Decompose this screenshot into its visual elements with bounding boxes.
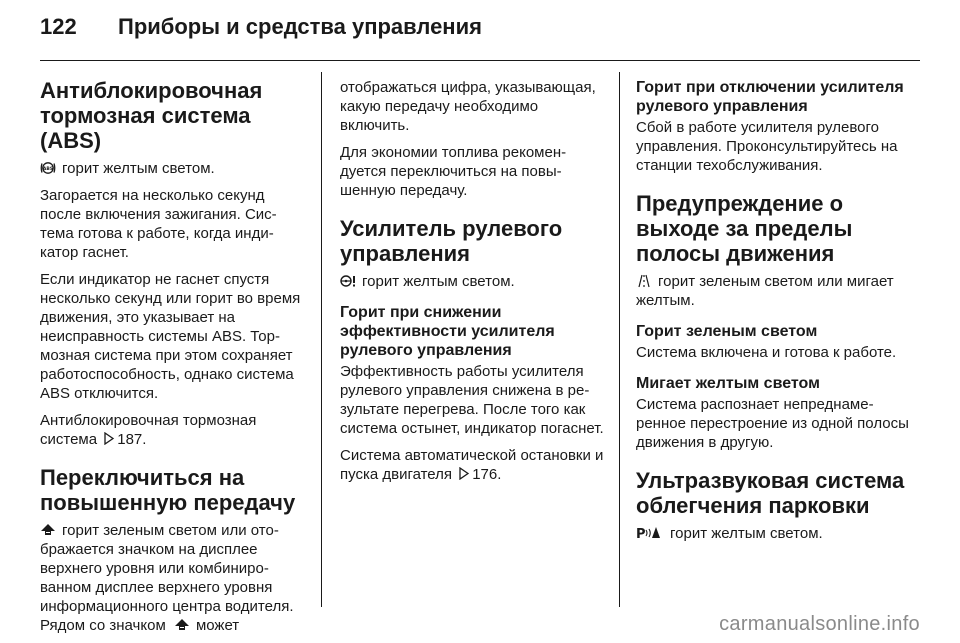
lane-departure-icon — [636, 274, 652, 288]
column-1 — [40, 78, 302, 643]
steering-off-text: Сбой в работе усилителя рулевого управления. Проконсультируйтесь на станции техобслуживания. — [636, 119, 898, 174]
heading-green-light: Горит зеленым светом — [636, 323, 818, 340]
svg-text:P: P — [636, 527, 646, 540]
power-steering-warning-icon — [340, 274, 356, 288]
heading-yellow-flashing: Мигает желтым светом — [636, 375, 820, 392]
abs-paragraph-1: Загорается на несколько секунд после включения зажигания. Система готова к работе, когда индикатор гаснет. — [40, 187, 277, 261]
abs-warning-icon — [40, 161, 56, 175]
column-3 — [636, 78, 914, 551]
yellow-flashing-text: Система распознает непреднамеренное перестроение из одной полосы движения в другую. — [636, 396, 909, 451]
heading-reduced-effectiveness: Горит при снижении эффективности усилителя рулевого управления — [340, 304, 555, 359]
heading-steering-off: Горит при отключении усилителя рулевого управления — [636, 79, 904, 115]
heading-power-steering: Усилитель рулевого управления — [340, 216, 563, 266]
abs-page-link[interactable]: 187. — [117, 431, 147, 448]
column-2 — [340, 78, 605, 492]
upshift-text: горит зеленым светом или отображается значком на дисплее верхнего уровня или комбинированном дисплее верхнего уровня информационного центра водителя. Рядом со значком — [40, 522, 294, 634]
abs-status-text: горит желтым светом. — [62, 160, 215, 177]
watermark: carmanualsonline.info — [719, 613, 920, 635]
abs-reference-text: Антиблокировочная тормозная система — [40, 412, 257, 448]
page-reference-arrow-icon — [103, 432, 115, 445]
green-light-text: Система включена и готова к работе. — [636, 344, 897, 361]
upshift-indicator-icon — [40, 523, 56, 537]
heading-lane-departure: Предупреждение о выходе за пределы полосы движения — [636, 191, 853, 266]
parking-assist-status-text: горит желтым светом. — [670, 525, 823, 542]
start-stop-reference-text: Система автоматической остановки и пуска двигателя — [340, 447, 604, 483]
upshift-indicator-icon — [174, 618, 190, 632]
lane-departure-status-text: горит зеленым светом или мигает желтым. — [636, 273, 894, 309]
heading-parking-assist: Ультразвуковая система облегчения парковки — [636, 468, 905, 518]
page-reference-arrow-icon — [458, 467, 470, 480]
reduced-effectiveness-text: Эффективность работы усилителя рулевого управления снижена в результате перегрева. После того как система остынет, индикатор погаснет. — [340, 363, 604, 437]
header-rule — [40, 60, 920, 61]
upshift-economy: Для экономии топлива рекомендуется переключиться на повышенную передачу. — [340, 144, 567, 199]
upshift-text-end: может — [195, 617, 240, 634]
start-stop-page-link[interactable]: 176. — [472, 466, 502, 483]
upshift-continued: отображаться цифра, указывающая, какую передачу необходимо включить. — [340, 79, 596, 134]
power-steering-status-text: горит желтым светом. — [362, 273, 515, 290]
svg-text:ABS: ABS — [42, 167, 54, 172]
chapter-title: Приборы и средства управления — [118, 14, 482, 39]
parking-assist-icon — [636, 526, 664, 540]
heading-abs: Антиблокировочная тормозная система (ABS) — [40, 78, 263, 153]
column-divider — [321, 72, 322, 607]
heading-upshift: Переключиться на повышенную передачу — [40, 465, 296, 515]
column-divider — [619, 72, 620, 607]
abs-paragraph-2: Если индикатор не гаснет спустя несколько секунд или горит во время движения, это указывает на неисправность системы ABS. Тормозная система при этом сохраняет работоспособность, однако система ABS отключится. — [40, 271, 301, 402]
page-number: 122 — [40, 14, 77, 39]
